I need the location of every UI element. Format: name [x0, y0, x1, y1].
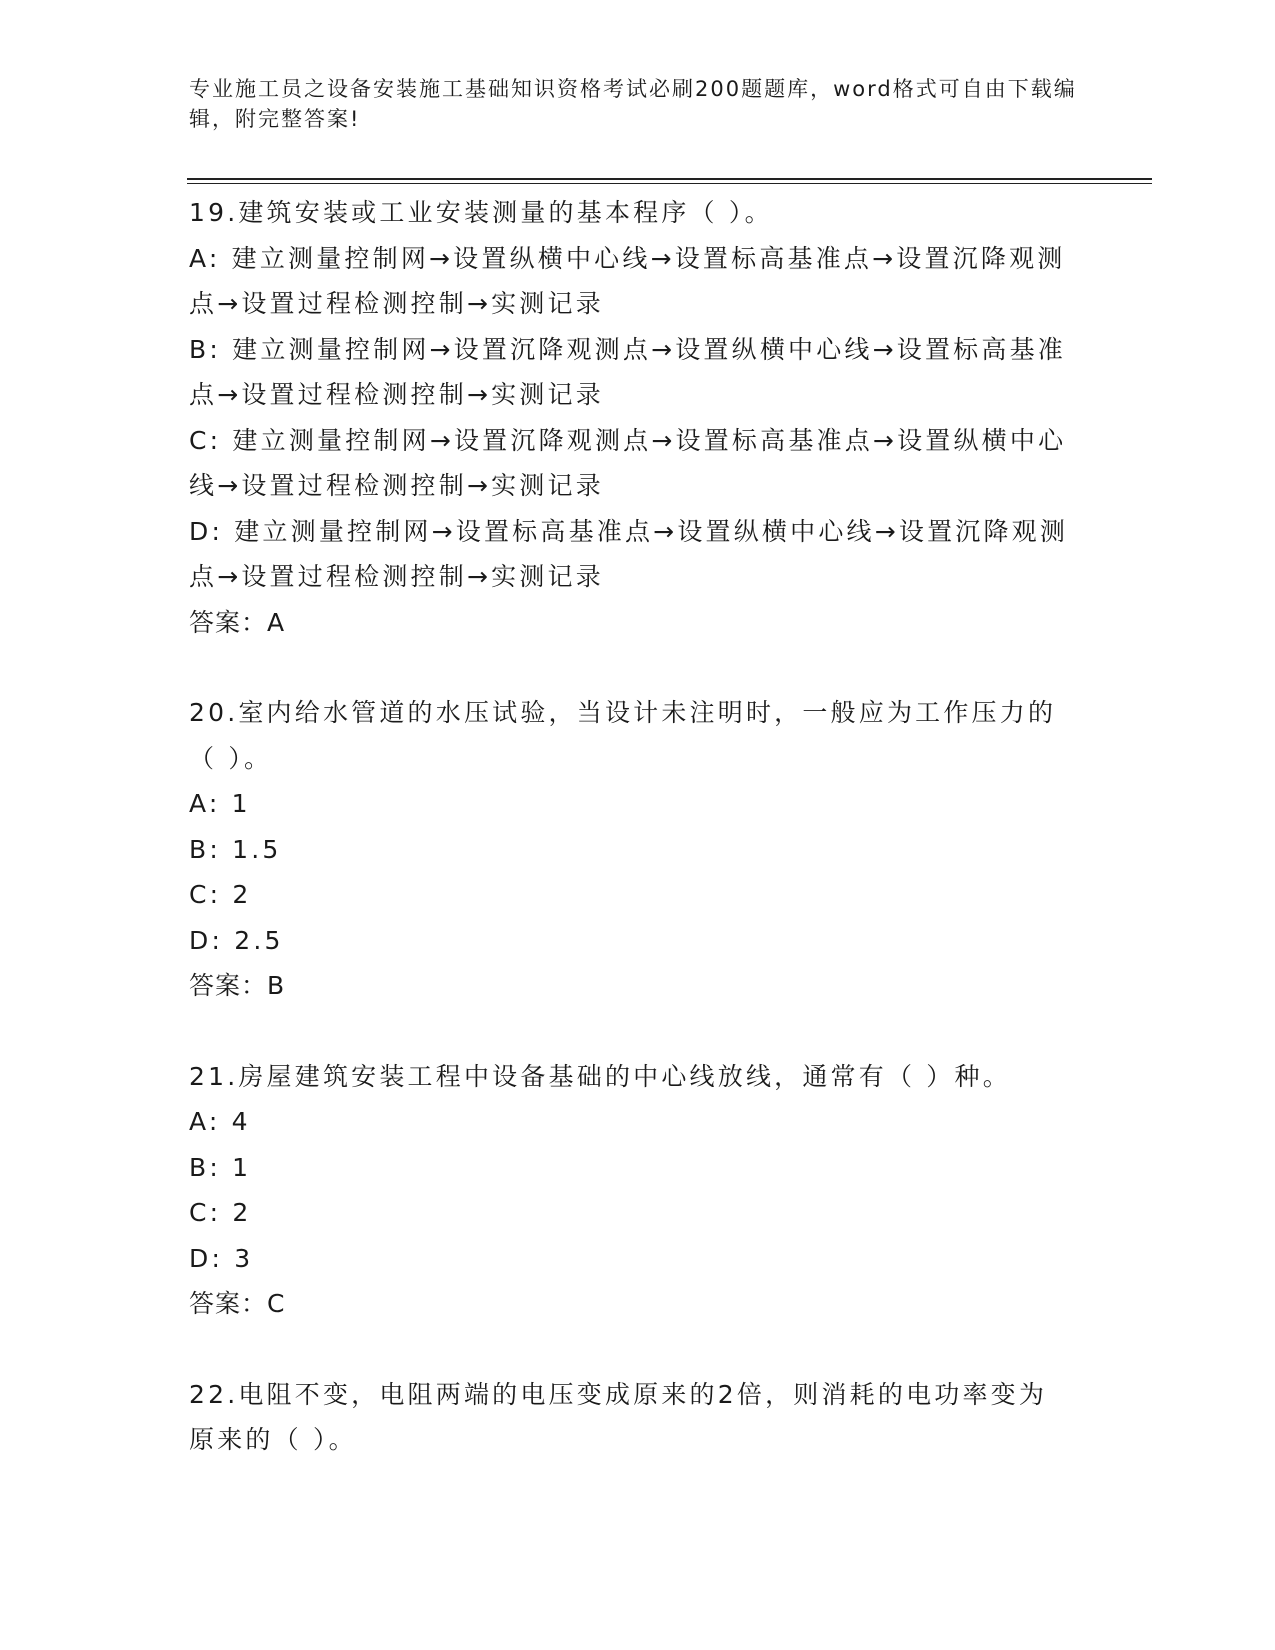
question-22 [189, 1372, 1069, 1463]
answer-label: 答案：A [189, 607, 286, 637]
option-a: A: 4 [189, 1107, 251, 1136]
option-d: D: 建立测量控制网→设置标高基准点→设置纵横中心线→设置沉降观测点→设置过程检测控制→实测记录 [189, 516, 1069, 591]
option-c: C: 建立测量控制网→设置沉降观测点→设置标高基准点→设置纵横中心线→设置过程检测控制→实测记录 [189, 425, 1067, 500]
answer-label: 答案：B [189, 971, 286, 1000]
answer-label: 答案：C [189, 1289, 286, 1318]
option-b: B: 建立测量控制网→设置沉降观测点→设置纵横中心线→设置标高基准点→设置过程检测控制→实测记录 [189, 334, 1066, 409]
spacer [189, 1327, 1069, 1372]
header-rule-thin [187, 183, 1152, 184]
question-stem: 22.电阻不变，电阻两端的电压变成原来的2倍，则消耗的电功率变为原来的（ ）。 [189, 1379, 1048, 1454]
option-d: D: 3 [189, 1243, 254, 1273]
header-rule-thick [187, 178, 1152, 180]
option-b: B: 1 [189, 1152, 252, 1182]
option-c: C: 2 [189, 1198, 252, 1227]
question-21 [189, 1054, 1069, 1327]
document-header: 专业施工员之设备安装施工基础知识资格考试必刷200题题库，word格式可自由下载编辑，附完整答案! [189, 77, 1077, 131]
question-list [189, 190, 1069, 1463]
option-a: A: 建立测量控制网→设置纵横中心线→设置标高基准点→设置沉降观测点→设置过程检测控制→实测记录 [189, 243, 1066, 318]
spacer [189, 645, 1069, 690]
option-d: D: 2.5 [189, 925, 284, 955]
option-a: A: 1 [189, 789, 251, 818]
option-c: C: 2 [189, 880, 252, 909]
question-stem: 20.室内给水管道的水压试验，当设计未注明时，一般应为工作压力的（ ）。 [189, 698, 1057, 773]
option-b: B: 1.5 [189, 834, 282, 864]
question-stem: 19.建筑安装或工业安装测量的基本程序（ ）。 [189, 198, 773, 227]
question-20 [189, 690, 1069, 1009]
question-stem: 21.房屋建筑安装工程中设备基础的中心线放线，通常有（ ）种。 [189, 1061, 1011, 1091]
question-19 [189, 190, 1069, 645]
spacer [189, 1009, 1069, 1054]
